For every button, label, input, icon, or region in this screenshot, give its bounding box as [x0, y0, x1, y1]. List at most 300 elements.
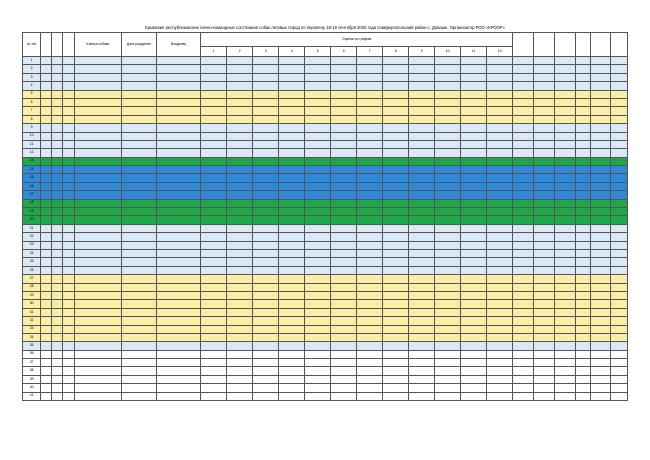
- team-total-cell: [591, 157, 611, 165]
- score-cell: [279, 82, 305, 90]
- score-cell: [383, 182, 409, 190]
- score-cell: [487, 392, 513, 400]
- score-cell: [253, 241, 279, 249]
- table-row: [23, 199, 628, 207]
- score-cell: [227, 300, 253, 308]
- place-cell: [575, 149, 591, 157]
- score-cell: [279, 157, 305, 165]
- row-number-cell: 27: [23, 275, 41, 283]
- dog-name-cell: [75, 107, 122, 115]
- field-cell: [554, 392, 575, 400]
- score-cell: [357, 57, 383, 65]
- score-cell: [253, 98, 279, 106]
- owner-cell: [156, 241, 200, 249]
- score-column-header: 5: [305, 47, 331, 57]
- score-cell: [383, 90, 409, 98]
- score-cell: [305, 350, 331, 358]
- score-cell: [487, 140, 513, 148]
- score-cell: [383, 233, 409, 241]
- class-cell: [41, 149, 51, 157]
- team-total-cell: [591, 216, 611, 224]
- catalog-number-cell: [63, 266, 75, 274]
- birth-date-cell: [121, 149, 156, 157]
- dog-name-cell: [75, 350, 122, 358]
- birth-date-cell: [121, 275, 156, 283]
- catalog-number-cell: [63, 359, 75, 367]
- diploma-cell: [534, 333, 555, 341]
- field-cell: [554, 241, 575, 249]
- field-cell: [554, 124, 575, 132]
- total-score-cell: [513, 208, 534, 216]
- class-cell: [41, 249, 51, 257]
- class-cell: [41, 157, 51, 165]
- place-cell: [575, 82, 591, 90]
- field-cell: [554, 233, 575, 241]
- owner-cell: [156, 291, 200, 299]
- header-cell: Дата рождения: [121, 33, 156, 57]
- score-cell: [461, 283, 487, 291]
- score-cell: [201, 308, 227, 316]
- row-number-cell: 28: [23, 283, 41, 291]
- owner-cell: [156, 191, 200, 199]
- team-total-cell: [591, 367, 611, 375]
- row-number-cell: 34: [23, 333, 41, 341]
- score-cell: [279, 216, 305, 224]
- results-body: [23, 57, 628, 401]
- score-cell: [331, 98, 357, 106]
- score-cell: [201, 333, 227, 341]
- catalog-number-cell: [63, 249, 75, 257]
- place-cell: [575, 191, 591, 199]
- score-cell: [331, 283, 357, 291]
- score-cell: [201, 233, 227, 241]
- score-cell: [279, 300, 305, 308]
- class-cell: [41, 166, 51, 174]
- score-cell: [461, 300, 487, 308]
- score-column-header: 12: [487, 47, 513, 57]
- score-cell: [331, 266, 357, 274]
- row-number-cell: 37: [23, 359, 41, 367]
- team-total-cell: [591, 107, 611, 115]
- sex-cell: [51, 333, 63, 341]
- score-cell: [487, 233, 513, 241]
- table-row: [23, 98, 628, 106]
- score-cell: [201, 82, 227, 90]
- field-cell: [554, 216, 575, 224]
- score-cell: [227, 107, 253, 115]
- score-cell: [253, 275, 279, 283]
- score-cell: [253, 199, 279, 207]
- team-total-cell: [591, 199, 611, 207]
- score-cell: [279, 367, 305, 375]
- score-cell: [435, 115, 461, 123]
- table-row: [23, 258, 628, 266]
- catalog-number-cell: [63, 115, 75, 123]
- score-cell: [331, 90, 357, 98]
- sex-cell: [51, 140, 63, 148]
- score-cell: [305, 392, 331, 400]
- catalog-number-cell: [63, 275, 75, 283]
- score-cell: [201, 182, 227, 190]
- total-score-cell: [513, 166, 534, 174]
- score-cell: [357, 149, 383, 157]
- team-total-cell: [591, 275, 611, 283]
- score-cell: [253, 65, 279, 73]
- score-cell: [435, 199, 461, 207]
- score-cell: [227, 291, 253, 299]
- score-cell: [305, 157, 331, 165]
- dog-name-cell: [75, 367, 122, 375]
- score-cell: [253, 216, 279, 224]
- row-number-cell: 9: [23, 124, 41, 132]
- team-total-cell: [591, 182, 611, 190]
- row-number-cell: 6: [23, 98, 41, 106]
- score-cell: [331, 241, 357, 249]
- score-cell: [409, 249, 435, 257]
- row-number-cell: 33: [23, 325, 41, 333]
- score-cell: [279, 182, 305, 190]
- row-number-cell: 25: [23, 258, 41, 266]
- score-cell: [331, 73, 357, 81]
- row-number-cell: 16: [23, 182, 41, 190]
- score-cell: [357, 107, 383, 115]
- header-cell: [513, 33, 534, 57]
- score-cell: [357, 140, 383, 148]
- sex-cell: [51, 166, 63, 174]
- score-cell: [253, 124, 279, 132]
- team-total-cell: [591, 308, 611, 316]
- total-score-cell: [513, 140, 534, 148]
- sex-cell: [51, 90, 63, 98]
- class-cell: [41, 266, 51, 274]
- dog-name-cell: [75, 325, 122, 333]
- score-cell: [253, 73, 279, 81]
- owner-cell: [156, 208, 200, 216]
- score-cell: [305, 174, 331, 182]
- score-cell: [435, 98, 461, 106]
- owner-cell: [156, 325, 200, 333]
- diploma-cell: [534, 359, 555, 367]
- team-place-cell: [610, 149, 627, 157]
- class-cell: [41, 317, 51, 325]
- place-cell: [575, 342, 591, 350]
- diploma-cell: [534, 107, 555, 115]
- score-cell: [409, 241, 435, 249]
- total-score-cell: [513, 392, 534, 400]
- score-cell: [227, 258, 253, 266]
- class-cell: [41, 283, 51, 291]
- score-cell: [487, 249, 513, 257]
- score-cell: [279, 174, 305, 182]
- score-cell: [383, 73, 409, 81]
- table-row: [23, 140, 628, 148]
- field-cell: [554, 308, 575, 316]
- score-cell: [409, 157, 435, 165]
- score-cell: [383, 325, 409, 333]
- field-cell: [554, 182, 575, 190]
- table-row: [23, 300, 628, 308]
- field-cell: [554, 333, 575, 341]
- score-cell: [279, 149, 305, 157]
- diploma-cell: [534, 291, 555, 299]
- dog-name-cell: [75, 392, 122, 400]
- team-total-cell: [591, 241, 611, 249]
- score-cell: [487, 375, 513, 383]
- score-cell: [383, 241, 409, 249]
- diploma-cell: [534, 191, 555, 199]
- dog-name-cell: [75, 149, 122, 157]
- class-cell: [41, 174, 51, 182]
- score-cell: [305, 82, 331, 90]
- score-cell: [227, 325, 253, 333]
- header-cell: [41, 33, 51, 57]
- score-cell: [201, 157, 227, 165]
- score-cell: [357, 375, 383, 383]
- score-cell: [383, 275, 409, 283]
- score-cell: [201, 166, 227, 174]
- field-cell: [554, 199, 575, 207]
- score-cell: [227, 208, 253, 216]
- score-cell: [279, 275, 305, 283]
- total-score-cell: [513, 224, 534, 232]
- class-cell: [41, 300, 51, 308]
- table-row: [23, 174, 628, 182]
- score-cell: [409, 107, 435, 115]
- score-cell: [201, 224, 227, 232]
- team-total-cell: [591, 384, 611, 392]
- score-cell: [357, 191, 383, 199]
- birth-date-cell: [121, 300, 156, 308]
- team-total-cell: [591, 73, 611, 81]
- score-cell: [357, 266, 383, 274]
- field-cell: [554, 350, 575, 358]
- diploma-cell: [534, 266, 555, 274]
- team-place-cell: [610, 359, 627, 367]
- field-cell: [554, 73, 575, 81]
- owner-cell: [156, 107, 200, 115]
- score-cell: [487, 191, 513, 199]
- table-row: [23, 124, 628, 132]
- birth-date-cell: [121, 166, 156, 174]
- score-cell: [487, 266, 513, 274]
- score-cell: [435, 249, 461, 257]
- score-cell: [305, 90, 331, 98]
- score-cell: [305, 208, 331, 216]
- field-cell: [554, 325, 575, 333]
- score-cell: [357, 308, 383, 316]
- score-cell: [435, 124, 461, 132]
- team-total-cell: [591, 291, 611, 299]
- table-row: [23, 149, 628, 157]
- score-cell: [305, 224, 331, 232]
- owner-cell: [156, 367, 200, 375]
- score-cell: [201, 216, 227, 224]
- place-cell: [575, 325, 591, 333]
- score-cell: [305, 249, 331, 257]
- score-cell: [201, 208, 227, 216]
- score-cell: [435, 57, 461, 65]
- score-cell: [487, 367, 513, 375]
- row-number-cell: 26: [23, 266, 41, 274]
- birth-date-cell: [121, 308, 156, 316]
- field-cell: [554, 208, 575, 216]
- score-cell: [331, 65, 357, 73]
- owner-cell: [156, 73, 200, 81]
- birth-date-cell: [121, 350, 156, 358]
- dog-name-cell: [75, 115, 122, 123]
- team-place-cell: [610, 124, 627, 132]
- score-cell: [227, 375, 253, 383]
- class-cell: [41, 132, 51, 140]
- birth-date-cell: [121, 157, 156, 165]
- place-cell: [575, 132, 591, 140]
- diploma-cell: [534, 375, 555, 383]
- team-place-cell: [610, 258, 627, 266]
- field-cell: [554, 157, 575, 165]
- class-cell: [41, 124, 51, 132]
- score-cell: [383, 191, 409, 199]
- class-cell: [41, 82, 51, 90]
- score-cell: [279, 359, 305, 367]
- field-cell: [554, 224, 575, 232]
- score-cell: [201, 249, 227, 257]
- class-cell: [41, 90, 51, 98]
- document-title: Крымские республиканские лично-командные состязания собак легавых пород по перепелу 18-19 сентября 2025 года Симферопольский район с. Доваше. Организатор РОО «КРООР»: [145, 25, 505, 30]
- dog-name-cell: [75, 266, 122, 274]
- diploma-cell: [534, 199, 555, 207]
- score-cell: [201, 132, 227, 140]
- catalog-number-cell: [63, 258, 75, 266]
- score-cell: [201, 90, 227, 98]
- score-cell: [383, 333, 409, 341]
- header-cell: № п/п: [23, 33, 41, 57]
- score-cell: [305, 367, 331, 375]
- score-cell: [279, 308, 305, 316]
- score-cell: [227, 317, 253, 325]
- total-score-cell: [513, 350, 534, 358]
- diploma-cell: [534, 124, 555, 132]
- sex-cell: [51, 241, 63, 249]
- score-cell: [357, 199, 383, 207]
- score-cell: [435, 317, 461, 325]
- place-cell: [575, 115, 591, 123]
- score-cell: [227, 367, 253, 375]
- table-row: [23, 275, 628, 283]
- class-cell: [41, 308, 51, 316]
- score-cell: [435, 140, 461, 148]
- birth-date-cell: [121, 82, 156, 90]
- score-cell: [409, 333, 435, 341]
- score-cell: [409, 73, 435, 81]
- score-cell: [357, 325, 383, 333]
- score-cell: [331, 57, 357, 65]
- score-cell: [253, 90, 279, 98]
- score-cell: [409, 124, 435, 132]
- score-cell: [383, 82, 409, 90]
- score-cell: [253, 325, 279, 333]
- sex-cell: [51, 367, 63, 375]
- field-cell: [554, 359, 575, 367]
- score-cell: [435, 208, 461, 216]
- place-cell: [575, 249, 591, 257]
- score-cell: [201, 199, 227, 207]
- team-total-cell: [591, 325, 611, 333]
- catalog-number-cell: [63, 233, 75, 241]
- score-cell: [357, 224, 383, 232]
- header-cell: [610, 33, 627, 57]
- dog-name-cell: [75, 342, 122, 350]
- score-cell: [227, 149, 253, 157]
- diploma-cell: [534, 132, 555, 140]
- team-place-cell: [610, 266, 627, 274]
- score-cell: [201, 115, 227, 123]
- score-column-header: 10: [435, 47, 461, 57]
- score-cell: [331, 291, 357, 299]
- score-cell: [435, 174, 461, 182]
- score-cell: [461, 249, 487, 257]
- score-cell: [279, 140, 305, 148]
- score-cell: [461, 65, 487, 73]
- score-cell: [487, 283, 513, 291]
- owner-cell: [156, 317, 200, 325]
- score-cell: [253, 82, 279, 90]
- total-score-cell: [513, 157, 534, 165]
- score-cell: [201, 266, 227, 274]
- score-cell: [279, 132, 305, 140]
- score-cell: [487, 350, 513, 358]
- birth-date-cell: [121, 291, 156, 299]
- field-cell: [554, 384, 575, 392]
- score-cell: [435, 367, 461, 375]
- score-cell: [357, 283, 383, 291]
- score-cell: [435, 107, 461, 115]
- birth-date-cell: [121, 140, 156, 148]
- score-column-header: 6: [331, 47, 357, 57]
- score-cell: [409, 233, 435, 241]
- birth-date-cell: [121, 216, 156, 224]
- birth-date-cell: [121, 57, 156, 65]
- score-cell: [383, 308, 409, 316]
- score-cell: [461, 191, 487, 199]
- diploma-cell: [534, 317, 555, 325]
- field-cell: [554, 132, 575, 140]
- score-cell: [487, 157, 513, 165]
- score-cell: [227, 342, 253, 350]
- score-cell: [279, 98, 305, 106]
- score-cell: [331, 384, 357, 392]
- score-cell: [357, 174, 383, 182]
- score-cell: [435, 191, 461, 199]
- row-number-cell: 29: [23, 291, 41, 299]
- total-score-cell: [513, 308, 534, 316]
- owner-cell: [156, 216, 200, 224]
- team-place-cell: [610, 325, 627, 333]
- birth-date-cell: [121, 266, 156, 274]
- sex-cell: [51, 375, 63, 383]
- birth-date-cell: [121, 208, 156, 216]
- score-cell: [461, 157, 487, 165]
- score-cell: [383, 359, 409, 367]
- birth-date-cell: [121, 342, 156, 350]
- catalog-number-cell: [63, 392, 75, 400]
- catalog-number-cell: [63, 191, 75, 199]
- score-cell: [487, 275, 513, 283]
- table-row: [23, 208, 628, 216]
- total-score-cell: [513, 266, 534, 274]
- score-cell: [383, 392, 409, 400]
- row-number-cell: 5: [23, 90, 41, 98]
- field-cell: [554, 317, 575, 325]
